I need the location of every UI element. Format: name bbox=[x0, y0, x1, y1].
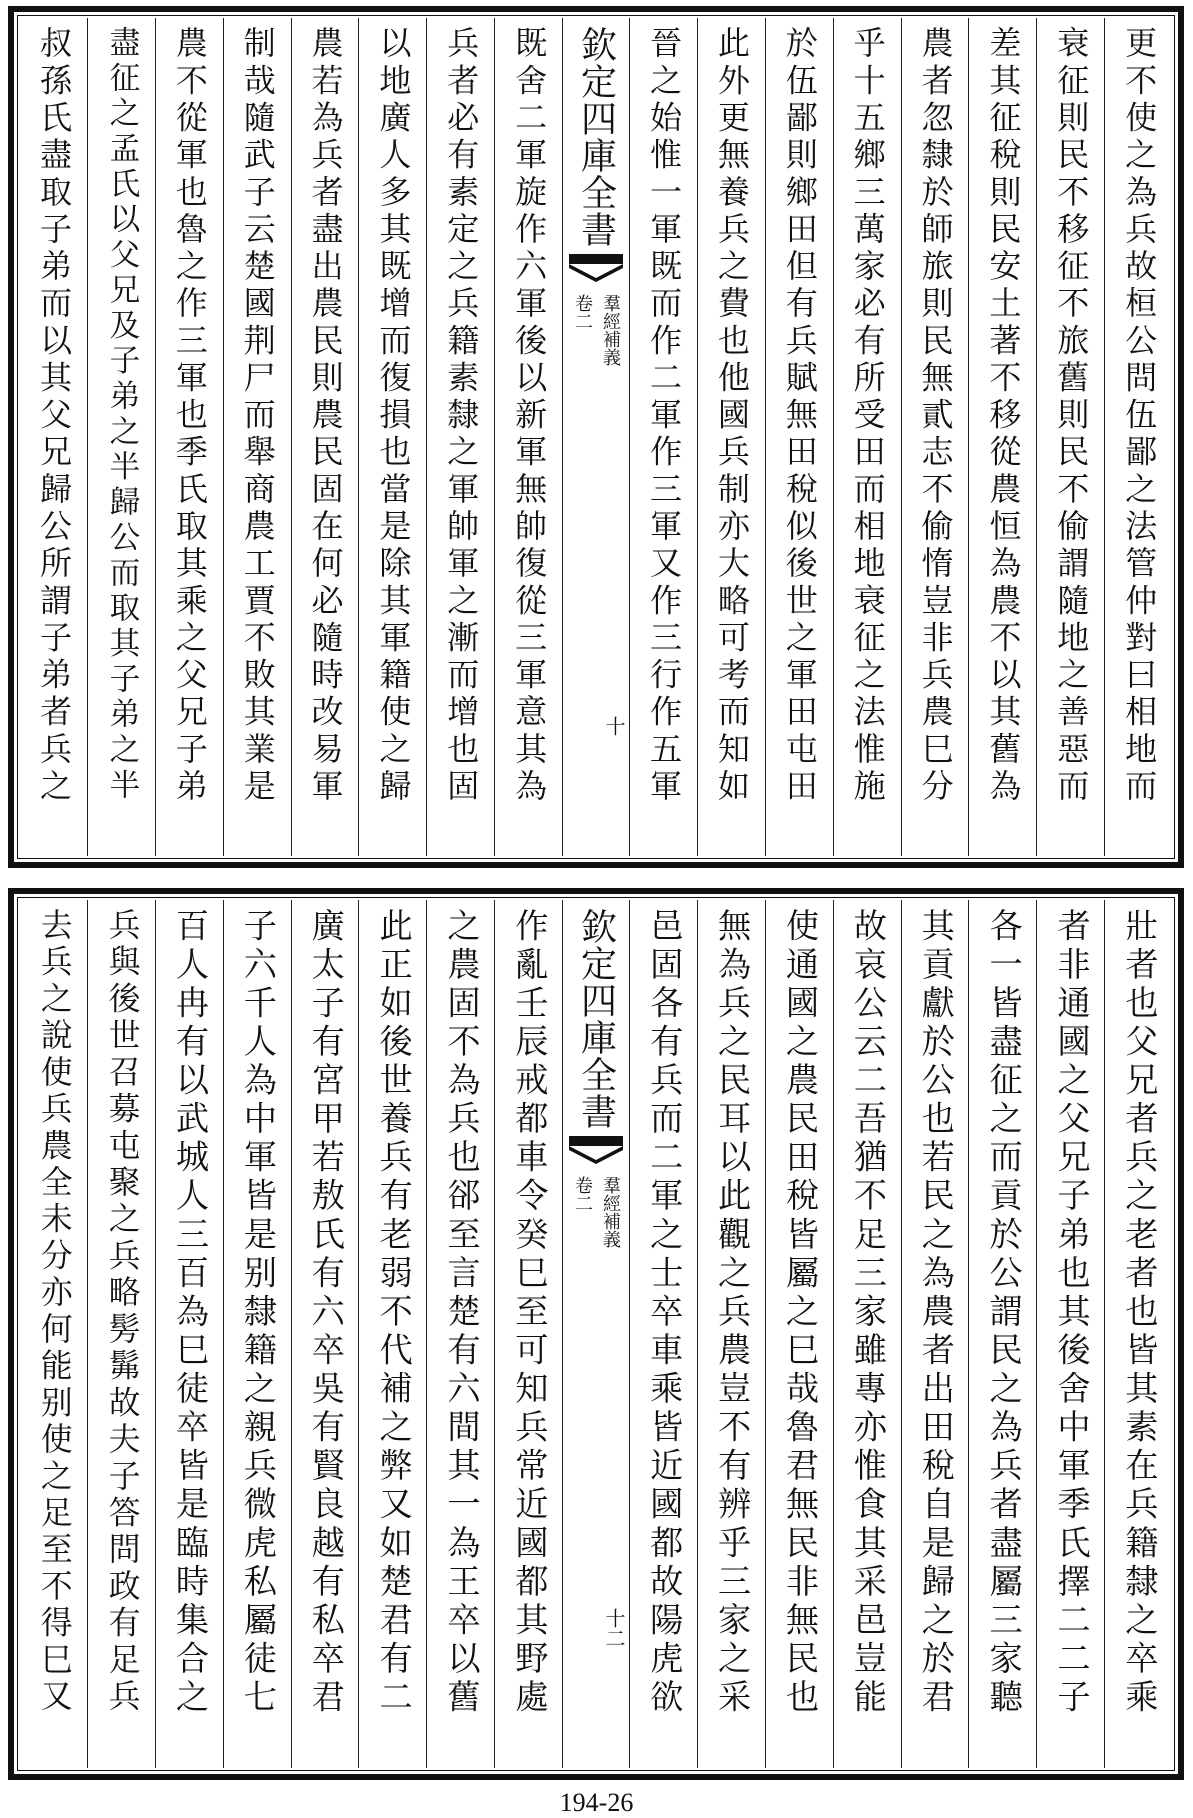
text-column: 以地廣人多其既增而復損也當是除其軍籍使之歸 bbox=[358, 18, 426, 856]
text-column: 於伍鄙則鄉田但有兵賦無田稅似後世之軍田屯田 bbox=[765, 18, 833, 856]
text-column: 既舍二軍旋作六軍後以新軍無帥復從三軍意其為 bbox=[494, 18, 562, 856]
text-column: 更不使之為兵故桓公問伍鄙之法管仲對曰相地而 bbox=[1104, 18, 1172, 856]
text-column: 邑固各有兵而二軍之士卒車乘皆近國都故陽虎欲 bbox=[629, 900, 697, 1768]
work-title: 羣經補義 bbox=[600, 1176, 621, 1248]
page-number: 十 bbox=[602, 716, 626, 736]
text-column: 之農固不為兵也郤至言楚有六間其一為王卒以舊 bbox=[426, 900, 494, 1768]
text-column: 兵與後世召募屯聚之兵略髣髴故夫子答問政有足兵 bbox=[87, 900, 155, 1768]
footer-page-label: 194-26 bbox=[559, 1788, 634, 1817]
text-column: 使通國之農民田稅皆屬之巳哉魯君無民非無民也 bbox=[765, 900, 833, 1768]
text-column: 衰征則民不移征不旅舊則民不偷謂隨地之善惡而 bbox=[1036, 18, 1104, 856]
page-number: 十二 bbox=[602, 1608, 626, 1648]
text-column: 廣太子有宮甲若敖氏有六卒吳有賢良越有私卒君 bbox=[291, 900, 359, 1768]
text-column: 盡征之孟氏以父兄及子弟之半歸公而取其子弟之半 bbox=[87, 18, 155, 856]
fish-tail-mark-icon bbox=[569, 254, 623, 284]
text-column: 各一皆盡征之而貢於公謂民之為兵者盡屬三家聽 bbox=[968, 900, 1036, 1768]
text-column: 故哀公云二吾猶不足三家雖專亦惟食其采邑豈能 bbox=[833, 900, 901, 1768]
text-column: 差其征稅則民安土著不移從農恒為農不以其舊為 bbox=[968, 18, 1036, 856]
center-spine bbox=[562, 900, 629, 1768]
chapter-label: 卷二 bbox=[572, 294, 593, 330]
folio-page-top bbox=[8, 6, 1184, 868]
text-column: 此正如後世養兵有老弱不代補之弊又如楚君有二 bbox=[358, 900, 426, 1768]
text-column: 兵者必有素定之兵籍素隸之軍帥軍之漸而增也固 bbox=[426, 18, 494, 856]
text-column: 農不從軍也魯之作三軍也季氏取其乘之父兄子弟 bbox=[155, 18, 223, 856]
text-column: 無為兵之民耳以此觀之兵農豈不有辨乎三家之采 bbox=[697, 900, 765, 1768]
text-column: 乎十五鄉三萬家必有所受田而相地衰征之法惟施 bbox=[833, 18, 901, 856]
text-column: 此外更無養兵之費也他國兵制亦大略可考而知如 bbox=[697, 18, 765, 856]
text-column: 農者忽隸於師旅則民無貳志不偷惰豈非兵農巳分 bbox=[901, 18, 969, 856]
work-title: 羣經補義 bbox=[600, 294, 621, 366]
text-column: 作亂壬辰戒都車令癸巳至可知兵常近國都其野處 bbox=[494, 900, 562, 1768]
text-column: 晉之始惟一軍既而作二軍作三軍又作三行作五軍 bbox=[629, 18, 697, 856]
chapter-label: 卷二 bbox=[572, 1176, 593, 1212]
text-column: 子六千人為中軍皆是别隸籍之親兵微虎私屬徒七 bbox=[223, 900, 291, 1768]
text-column: 百人冉有以武城人三百為巳徒卒皆是臨時集合之 bbox=[155, 900, 223, 1768]
text-column: 者非通國之父兄子弟也其後舍中軍季氏擇二二子 bbox=[1036, 900, 1104, 1768]
book-title: 欽定四庫全書 bbox=[575, 26, 617, 248]
text-column: 壯者也父兄者兵之老者也皆其素在兵籍隸之卒乘 bbox=[1104, 900, 1172, 1768]
center-spine bbox=[562, 18, 629, 856]
text-column: 制哉隨武子云楚國荆尸而舉商農工賈不敗其業是 bbox=[223, 18, 291, 856]
fish-tail-mark-icon bbox=[569, 1136, 623, 1166]
text-column: 其貢獻於公也若民之為農者出田稅自是歸之於君 bbox=[901, 900, 969, 1768]
folio-page-bottom bbox=[8, 888, 1184, 1780]
book-title: 欽定四庫全書 bbox=[575, 908, 617, 1130]
text-column: 叔孫氏盡取子弟而以其父兄歸公所謂子弟者兵之 bbox=[35, 26, 73, 806]
text-column: 農若為兵者盡出農民則農民固在何必隨時改易軍 bbox=[291, 18, 359, 856]
text-column: 去兵之說使兵農全未分亦何能别使之足至不得巳又 bbox=[35, 908, 72, 1716]
